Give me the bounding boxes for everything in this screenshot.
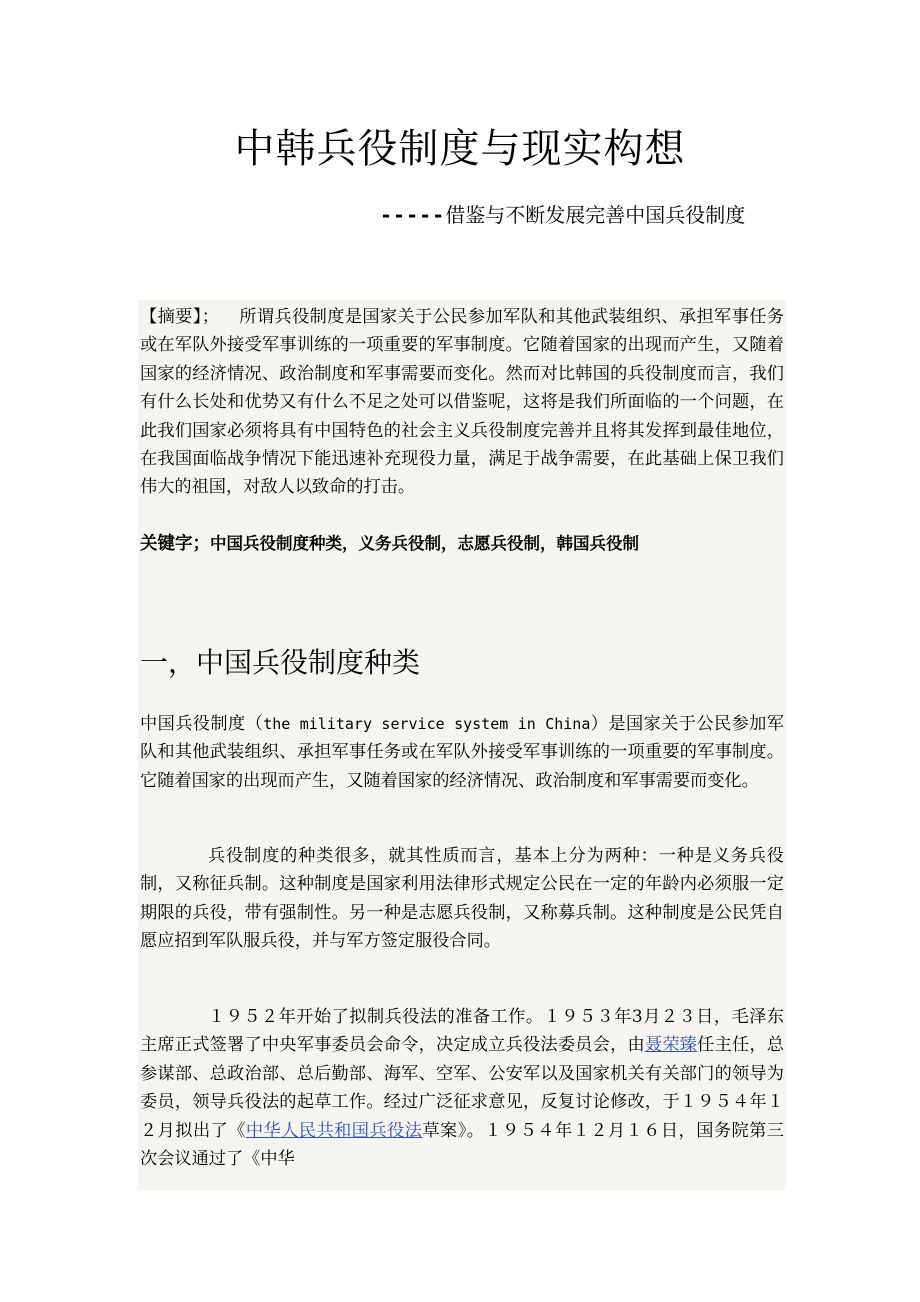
link-military-service-law[interactable]: 中华人民共和国兵役法 [245,1120,423,1141]
keywords-label: 关键字； [140,534,210,554]
document-title: 中韩兵役制度与现实构想 [234,126,686,172]
document-subtitle [380,200,745,230]
para3-text-b: 任主任，总参谋部、总政治部、总后勤部、海军、空军、公安军以及国家机关有关部门的领导为委员，领导兵役法的起草工作。经过广泛征求意见，反复讨论修改，于１９５４年１２月拟出了《 [140,1035,784,1141]
keywords-text: 中国兵役制度种类，义务兵役制，志愿兵役制，韩国兵役制 [210,534,639,553]
abstract-paragraph [140,303,784,502]
para1-english: the military service system in China [263,715,591,733]
subtitle-text: 借鉴与不断发展完善中国兵役制度 [445,203,746,227]
section-heading: 一，中国兵役制度种类 [140,646,421,679]
paragraph-types: 兵役制度的种类很多，就其性质而言，基本上分为两种：一种是义务兵役制，又称征兵制。这种制度是国家利用法律形式规定公民在一定的年龄内必须服一定期限的兵役，带有强制性。另一种是志愿兵役制，又称募兵制。这种制度是公民凭自愿应招到军队服兵役，并与军方签定服役合同。 [140,846,784,952]
para3-text-c: 草案》。１９５４年１２月１６日，国务院第三次会议通过了《中华 [140,1120,784,1170]
para1-text-a: 中国兵役制度（ [140,714,264,734]
subtitle-dashes: ----- [380,203,446,227]
paragraph-definition [140,710,784,795]
keywords-line [140,530,639,558]
para3-text-a: １９５２年开始了拟制兵役法的准备工作。１９５３年3月２３日，毛泽东主席正式签署了中央军事委员会命令，决定成立兵役法委员会，由 [140,1007,784,1056]
paragraph-history [140,1003,784,1173]
abstract-label: 【摘要】； [140,307,219,327]
abstract-text: 所谓兵役制度是国家关于公民参加军队和其他武装组织、承担军事任务或在军队外接受军事训练的一项重要的军事制度。它随着国家的出现而产生，又随着国家的经济情况、政治制度和军事需要而变化。然而对比韩国的兵役制度而言，我们有什么长处和优势又有什么不足之处可以借鉴呢，这将是我们所面临的一个问题，在此我们国家必须将具有中国特色的社会主义兵役制度完善并且将其发挥到最佳地位，在我国面临战争情况下能迅速补充现役力量，满足于战争需要，在此基础上保卫我们伟大的祖国，对敌人以致命的打击。 [140,307,784,498]
para1-text-b: ）是国家关于公民参加军队和其他武装组织、承担军事任务或在军队外接受军事训练的一项重要的军事制度。它随着国家的出现而产生，又随着国家的经济情况、政治制度和军事需要而变化。 [140,714,784,791]
link-nie-rongzhen[interactable]: 聂荣臻 [644,1035,698,1056]
